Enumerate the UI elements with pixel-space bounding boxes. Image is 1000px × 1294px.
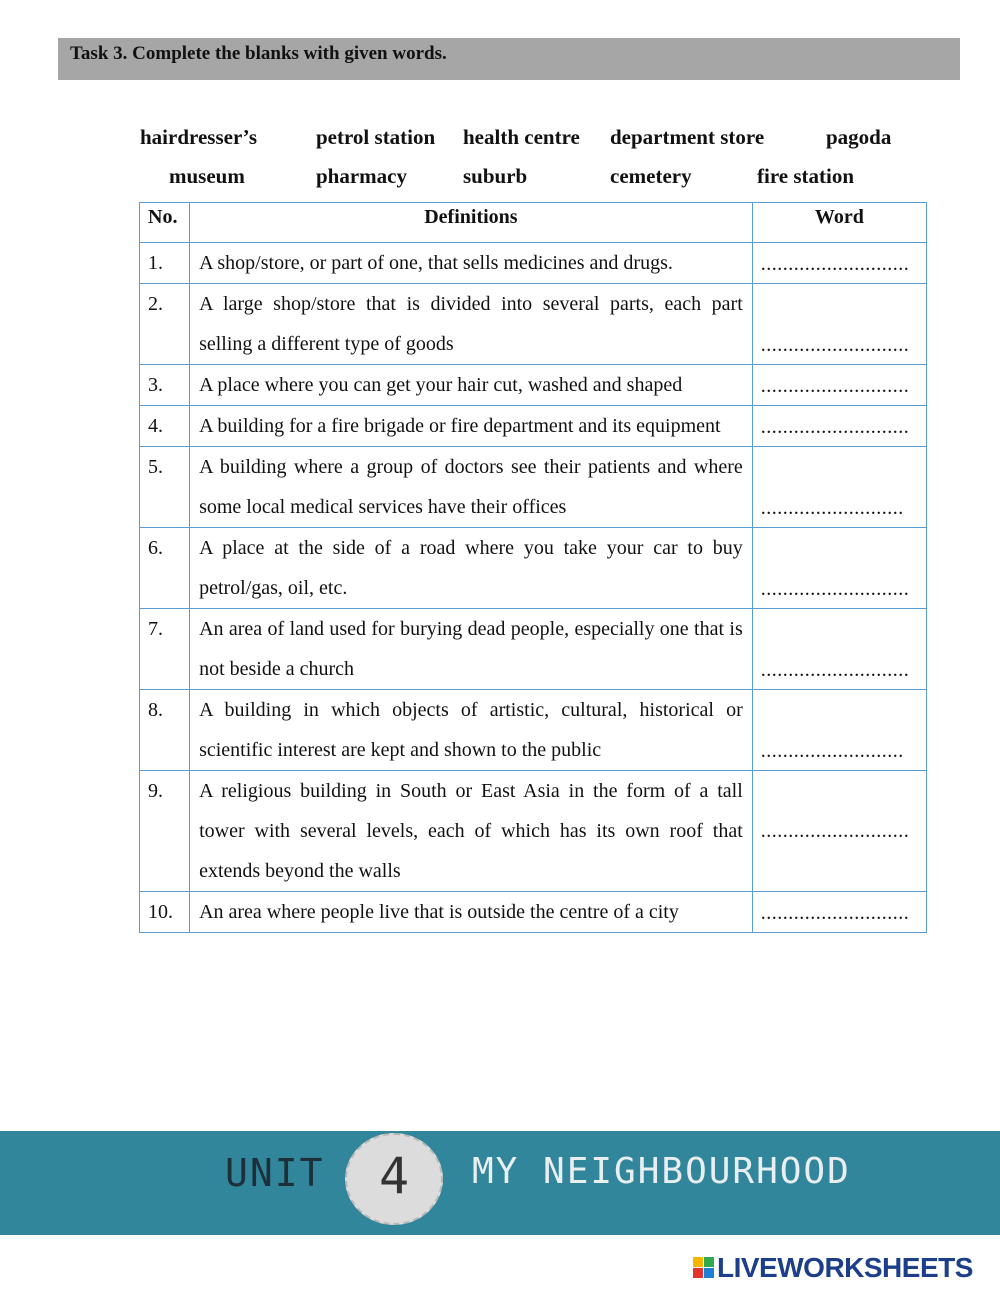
table-row	[140, 284, 927, 365]
answer-blank[interactable]: ...........................	[752, 528, 926, 609]
answer-blank[interactable]: ...........................	[752, 609, 926, 690]
header-word: Word	[752, 203, 926, 243]
word-bank-item: fire station	[757, 164, 855, 188]
table-row	[140, 771, 927, 892]
word-bank-item: pagoda	[826, 125, 892, 149]
unit-title: MY NEIGHBOURHOOD	[472, 1151, 851, 1192]
word-bank-item: department store	[610, 125, 765, 149]
row-definition: A place where you can get your hair cut, washed and shaped	[190, 365, 753, 406]
row-definition: A large shop/store that is divided into several parts, each part selling a different type of goods	[190, 284, 753, 365]
header-no: No.	[140, 203, 190, 243]
row-number: 6.	[140, 528, 190, 609]
unit-number-badge	[345, 1133, 443, 1225]
word-bank-item: pharmacy	[316, 164, 407, 188]
row-number: 9.	[140, 771, 190, 892]
row-number: 4.	[140, 406, 190, 447]
row-definition: A religious building in South or East Asia in the form of a tall tower with several levels, each of which has its own roof that extends beyond the walls	[190, 771, 753, 892]
brand-name: LIVEWORKSHEETS	[717, 1252, 973, 1283]
word-bank-item: hairdresser’s	[140, 125, 258, 149]
table-row	[140, 406, 927, 447]
unit-label: UNIT	[225, 1151, 325, 1195]
row-definition: An area of land used for burying dead people, especially one that is not beside a church	[190, 609, 753, 690]
table-row	[140, 243, 927, 284]
answer-blank[interactable]: ...........................	[752, 365, 926, 406]
word-bank-item: museum	[169, 164, 245, 188]
answer-blank[interactable]: ..........................	[752, 447, 926, 528]
row-number: 3.	[140, 365, 190, 406]
table-row	[140, 447, 927, 528]
liveworksheets-logo-icon	[693, 1257, 715, 1279]
answer-blank[interactable]: ..........................	[752, 690, 926, 771]
word-bank	[0, 118, 1000, 198]
row-number: 7.	[140, 609, 190, 690]
row-definition: A place at the side of a road where you take your car to buy petrol/gas, oil, etc.	[190, 528, 753, 609]
table-header-row	[140, 203, 927, 243]
header-definitions: Definitions	[190, 203, 753, 243]
word-bank-item: health centre	[463, 125, 580, 149]
task-header	[58, 38, 960, 80]
table-row	[140, 690, 927, 771]
row-number: 8.	[140, 690, 190, 771]
task-title: Task 3. Complete the blanks with given words.	[70, 43, 447, 64]
row-definition: A building in which objects of artistic, cultural, historical or scientific interest are kept and shown to the public	[190, 690, 753, 771]
table-row	[140, 528, 927, 609]
answer-blank[interactable]: ...........................	[752, 892, 926, 933]
unit-number: 4	[378, 1147, 410, 1205]
definitions-table	[139, 202, 927, 933]
word-bank-item: cemetery	[610, 164, 692, 188]
row-definition: A building for a fire brigade or fire department and its equipment	[190, 406, 753, 447]
answer-blank[interactable]: ...........................	[752, 284, 926, 365]
answer-blank[interactable]: ...........................	[752, 771, 926, 892]
row-number: 1.	[140, 243, 190, 284]
table-row	[140, 892, 927, 933]
unit-banner	[0, 1131, 1000, 1235]
answer-blank[interactable]: ...........................	[752, 406, 926, 447]
answer-blank[interactable]: ...........................	[752, 243, 926, 284]
row-definition: A building where a group of doctors see their patients and where some local medical services have their offices	[190, 447, 753, 528]
row-definition: A shop/store, or part of one, that sells medicines and drugs.	[190, 243, 753, 284]
word-bank-item: petrol station	[316, 125, 436, 149]
table-row	[140, 365, 927, 406]
word-bank-item: suburb	[463, 164, 528, 188]
row-number: 2.	[140, 284, 190, 365]
row-number: 10.	[140, 892, 190, 933]
row-number: 5.	[140, 447, 190, 528]
row-definition: An area where people live that is outside the centre of a city	[190, 892, 753, 933]
table-row	[140, 609, 927, 690]
